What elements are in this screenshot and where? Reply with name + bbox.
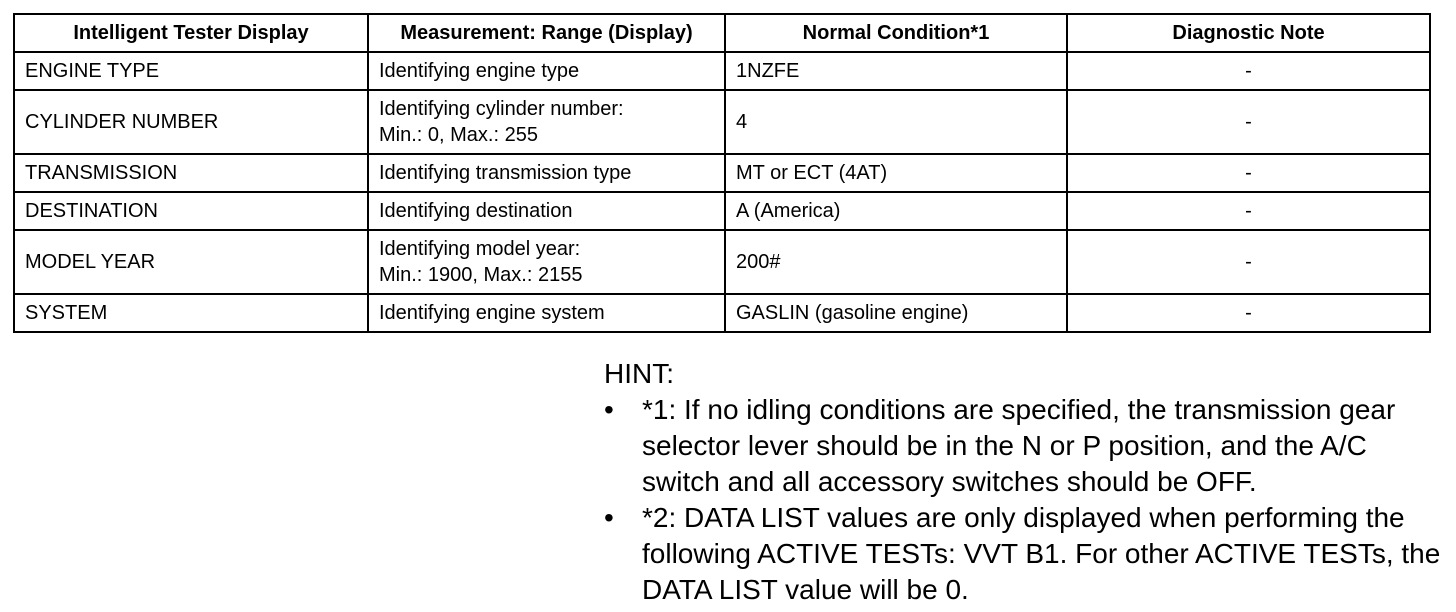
cell-note: -	[1067, 294, 1430, 332]
range-line: Min.: 1900, Max.: 2155	[379, 264, 583, 286]
cell-display: MODEL YEAR	[14, 230, 368, 294]
table-row	[14, 230, 1430, 294]
hint-list	[604, 392, 1444, 608]
cell-display: ENGINE TYPE	[14, 52, 368, 90]
table-row	[14, 52, 1430, 90]
cell-display: TRANSMISSION	[14, 154, 368, 192]
cell-note: -	[1067, 52, 1430, 90]
range-line: Identifying transmission type	[379, 162, 632, 184]
hint-text: *1: If no idling conditions are specified, the transmission gear selector lever should be in the N or P position, and the A/C switch and all accessory switches should be OFF.	[642, 394, 1396, 497]
bullet-icon: •	[604, 502, 614, 533]
hint-section	[604, 356, 1444, 608]
table-row	[14, 294, 1430, 332]
range-line: Identifying destination	[379, 200, 573, 222]
cell-normal: A (America)	[725, 192, 1067, 230]
hint-text: *2: DATA LIST values are only displayed when performing the following ACTIVE TESTs: VVT B1. For other ACTIVE TESTs, the DATA LIST value will be 0.	[642, 502, 1441, 605]
cell-normal: 4	[725, 90, 1067, 154]
cell-range	[368, 294, 725, 332]
cell-note: -	[1067, 230, 1430, 294]
header-normal-condition: Normal Condition*1	[725, 14, 1067, 52]
cell-range	[368, 90, 725, 154]
table-header-row	[14, 14, 1430, 52]
bullet-icon: •	[604, 394, 614, 425]
header-measurement-range: Measurement: Range (Display)	[368, 14, 725, 52]
cell-display: DESTINATION	[14, 192, 368, 230]
cell-normal: 1NZFE	[725, 52, 1067, 90]
cell-range	[368, 230, 725, 294]
cell-range	[368, 192, 725, 230]
cell-range	[368, 154, 725, 192]
header-diagnostic-note: Diagnostic Note	[1067, 14, 1430, 52]
cell-note: -	[1067, 154, 1430, 192]
range-line: Identifying cylinder number:	[379, 98, 624, 120]
data-list-table	[13, 13, 1431, 333]
cell-range	[368, 52, 725, 90]
cell-display: SYSTEM	[14, 294, 368, 332]
range-line: Identifying engine type	[379, 60, 580, 82]
hint-item	[604, 392, 1444, 500]
cell-note: -	[1067, 192, 1430, 230]
range-line: Identifying engine system	[379, 302, 605, 324]
table-row	[14, 90, 1430, 154]
table-row	[14, 154, 1430, 192]
cell-display: CYLINDER NUMBER	[14, 90, 368, 154]
cell-normal: GASLIN (gasoline engine)	[725, 294, 1067, 332]
table-row	[14, 192, 1430, 230]
header-tester-display: Intelligent Tester Display	[14, 14, 368, 52]
hint-item	[604, 500, 1444, 608]
range-line: Identifying model year:	[379, 238, 581, 260]
hint-title: HINT:	[604, 358, 674, 389]
cell-normal: 200#	[725, 230, 1067, 294]
cell-normal: MT or ECT (4AT)	[725, 154, 1067, 192]
range-line: Min.: 0, Max.: 255	[379, 124, 538, 146]
cell-note: -	[1067, 90, 1430, 154]
